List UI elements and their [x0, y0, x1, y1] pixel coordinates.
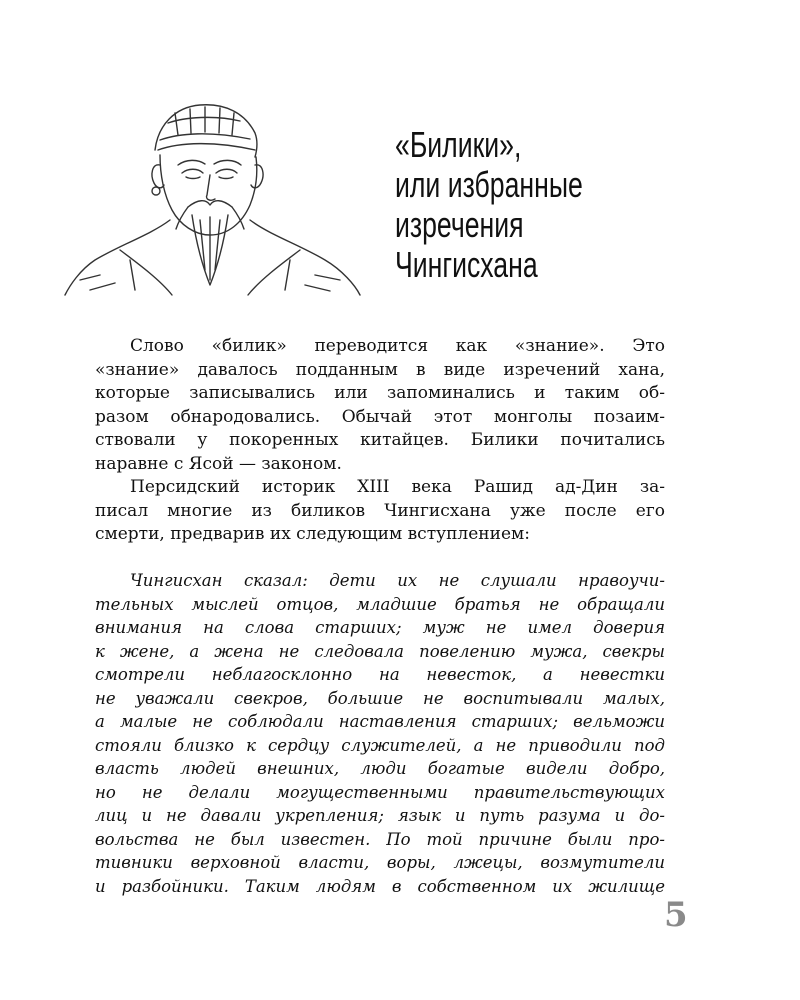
text-line: Слово «билик» переводится как «знание». Это [130, 336, 665, 356]
text-line: «знание» давалось подданным в виде изречений хана, [95, 359, 665, 380]
quote-line: Чингисхан сказал: дети их не слушали нравоучи- [130, 571, 665, 590]
title-line: изречения [395, 204, 524, 245]
page-number: 5 [664, 895, 688, 935]
quote-line: смотрели неблагосклонно на невесток, а невестки [95, 665, 665, 684]
intro-paragraphs [95, 335, 665, 547]
text-line: смерти, предварив их следующим вступлением: [95, 524, 530, 544]
quote-line: лиц и не давали укрепления; язык и путь разума и до- [95, 806, 665, 825]
text-line: Персидский историк XIII века Рашид ад-Дин за- [130, 477, 665, 497]
text-line: которые записывались или запоминались и таким об- [95, 383, 665, 403]
quote-line: тивники верховной власти, воры, лжецы, возмутители [95, 853, 665, 872]
text-line: разом обнародовались. Обычай этот монголы позаим- [95, 406, 665, 427]
quote-line: не уважали свекров, большие не воспитывали малых, [95, 688, 665, 708]
quote-line: а малые не соблюдали наставления старших; вельможи [95, 712, 665, 731]
quote-line: к жене, а жена не следовала повелению мужа, свекры [95, 641, 665, 661]
quote-block [95, 569, 665, 898]
quote-line: внимания на слова старших; муж не имел доверия [95, 618, 665, 637]
chapter-title [395, 125, 617, 285]
title-line: или избранные [395, 164, 583, 205]
title-line: «Билики», [395, 124, 522, 165]
quote-line: стояли близко к сердцу служителей, а не приводили под [95, 735, 665, 755]
genghis-khan-portrait-icon [60, 95, 365, 300]
quote-line: власть людей внешних, люди богатые видели добро, [95, 759, 665, 778]
title-line: Чингисхана [395, 244, 538, 285]
text-line: ствовали у покоренных китайцев. Билики почитались [95, 430, 665, 450]
quote-line: вольства не был известен. По той причине были про- [95, 829, 665, 849]
quote-line: и разбойники. Таким людям в собственном их жилище [95, 876, 665, 896]
quote-line: но не делали могущественными правительствующих [95, 782, 665, 802]
text-line: наравне с Ясой — законом. [95, 453, 342, 474]
text-line: писал многие из биликов Чингисхана уже после его [95, 500, 665, 521]
quote-line: тельных мыслей отцов, младшие братья не обращали [95, 594, 665, 614]
